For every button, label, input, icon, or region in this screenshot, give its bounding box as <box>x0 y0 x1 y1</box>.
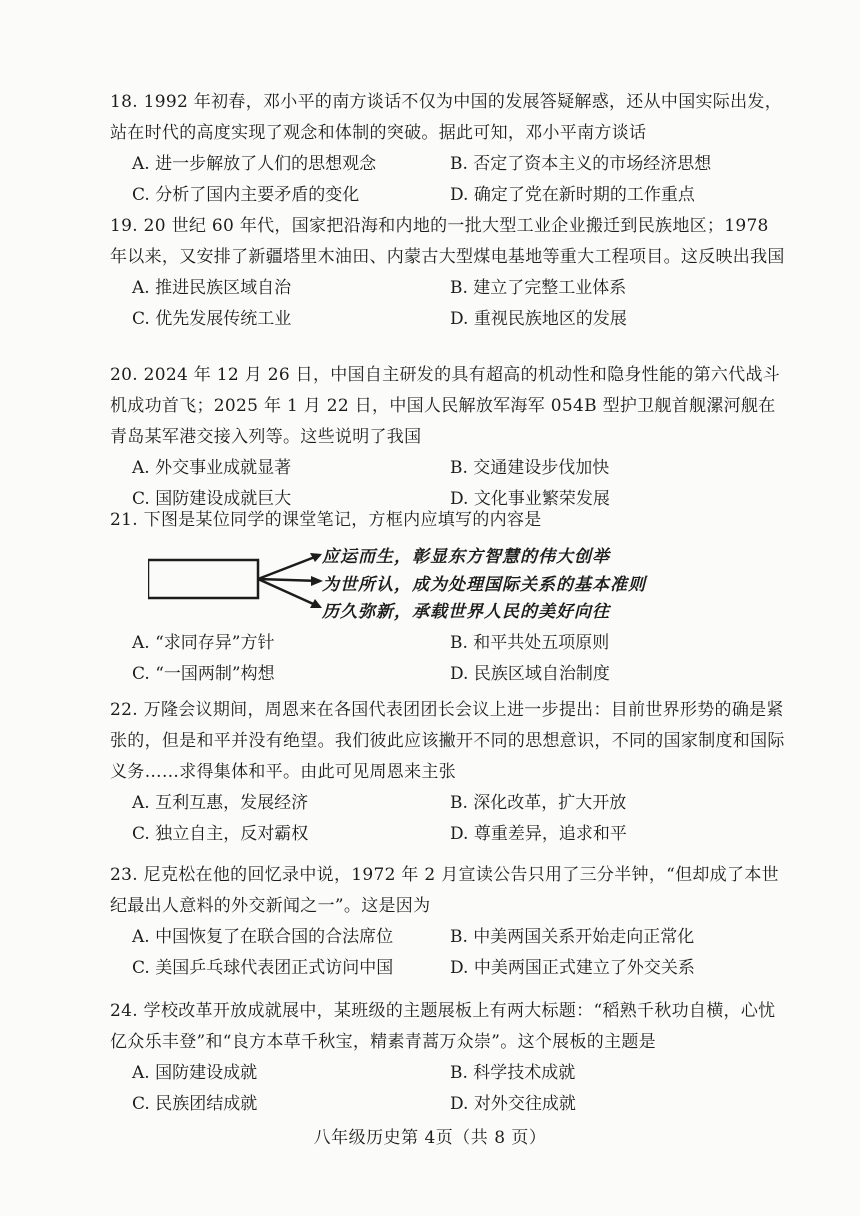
question-24 <box>110 996 790 1120</box>
option-c: C. 美国乒乓球代表团正式访问中国 <box>132 958 394 978</box>
options-row <box>110 1089 790 1120</box>
options-row <box>110 819 790 850</box>
question-stem: 22. 万隆会议期间，周恩来在各国代表团团长会议上进一步提出：目前世界形势的确是紧张的，但是和平并没有绝望。我们彼此应该撇开不同的思想意识，不同的国家制度和国际义务……求得集体和平。由此可见周恩来主张 <box>110 700 785 782</box>
question-stem: 18. 1992 年初春，邓小平的南方谈话不仅为中国的发展答疑解惑，还从中国实际出发，站在时代的高度实现了观念和体制的突破。据此可知，邓小平南方谈话 <box>110 92 783 143</box>
arrow-line-bottom <box>258 579 320 607</box>
question-stem: 23. 尼克松在他的回忆录中说，1972 年 2 月宣读公告只用了三分半钟，“但却成了本世纪最出人意料的外交新闻之一”。这是因为 <box>110 865 779 916</box>
option-a: A. 互利互惠，发展经济 <box>132 793 309 813</box>
option-d: D. 确定了党在新时期的工作重点 <box>450 185 695 205</box>
option-b: B. 深化改革，扩大开放 <box>450 793 627 813</box>
option-a: A. 进一步解放了人们的思想观念 <box>132 154 377 174</box>
option-b: B. 建立了完整工业体系 <box>450 278 627 298</box>
question-stem: 19. 20 世纪 60 年代，国家把沿海和内地的一批大型工业企业搬迁到民族地区；1978 年以来，又安排了新疆塔里木油田、内蒙古大型煤电基地等重大工程项目。这反映出我国 <box>110 216 785 267</box>
option-d: D. 对外交往成就 <box>450 1094 576 1114</box>
option-b: B. 和平共处五项原则 <box>450 633 610 653</box>
page-footer: 八年级历史第 4页（共 8 页） <box>313 1128 547 1148</box>
options-row <box>110 922 790 953</box>
question-18 <box>110 87 790 211</box>
options-row <box>110 788 790 819</box>
note-line-3: 历久弥新，承载世界人民的美好向往 <box>322 602 610 622</box>
options-row <box>110 659 790 690</box>
question-19 <box>110 211 790 335</box>
options-row <box>110 453 790 484</box>
option-a: A. 中国恢复了在联合国的合法席位 <box>132 927 394 947</box>
option-a: A. “求同存异”方针 <box>132 633 275 653</box>
options-row <box>110 1058 790 1089</box>
options-row <box>110 304 790 335</box>
option-b: B. 交通建设步伐加快 <box>450 458 610 478</box>
question-20 <box>110 360 790 515</box>
option-a: A. 推进民族区域自治 <box>132 278 292 298</box>
question-23 <box>110 860 790 984</box>
question-22 <box>110 695 790 850</box>
option-a: A. 外交事业成就显著 <box>132 458 292 478</box>
options-row <box>110 180 790 211</box>
option-b: B. 中美两国关系开始走向正常化 <box>450 927 695 947</box>
option-b: B. 科学技术成就 <box>450 1063 576 1083</box>
option-d: D. 尊重差异，追求和平 <box>450 824 627 844</box>
options-row <box>110 149 790 180</box>
option-b: B. 否定了资本主义的市场经济思想 <box>450 154 712 174</box>
option-c: C. 独立自主，反对霸权 <box>132 824 309 844</box>
question-21 <box>110 505 790 536</box>
question-21-options <box>110 628 790 690</box>
option-a: A. 国防建设成就 <box>132 1063 258 1083</box>
question-stem: 20. 2024 年 12 月 26 日，中国自主研发的具有超高的机动性和隐身性能的第六代战斗机成功首飞；2025 年 1 月 22 日，中国人民解放军海军 054B 型护卫舰首舰漯河舰在青岛某军港交接入列等。这些说明了我国 <box>110 365 781 447</box>
options-row <box>110 953 790 984</box>
arrow-line-top <box>258 555 320 579</box>
question-stem: 24. 学校改革开放成就展中，某班级的主题展板上有两大标题：“稻熟千秋功自横，心忧亿众乐丰登”和“良方本草千秋宝，精素青蒿万众崇”。这个展板的主题是 <box>110 1001 776 1052</box>
option-c: C. 国防建设成就巨大 <box>132 489 292 509</box>
option-c: C. “一国两制”构想 <box>132 664 275 684</box>
note-line-2: 为世所认，成为处理国际关系的基本准则 <box>322 575 646 595</box>
class-notes-figure <box>148 540 708 620</box>
option-d: D. 中美两国正式建立了外交关系 <box>450 958 695 978</box>
option-c: C. 分析了国内主要矛盾的变化 <box>132 185 360 205</box>
option-d: D. 重视民族地区的发展 <box>450 309 627 329</box>
option-d: D. 民族区域自治制度 <box>450 664 610 684</box>
option-d: D. 文化事业繁荣发展 <box>450 489 610 509</box>
answer-box <box>148 560 258 598</box>
option-c: C. 民族团结成就 <box>132 1094 258 1114</box>
options-row <box>110 273 790 304</box>
arrow-line-middle <box>258 579 320 581</box>
note-line-1: 应运而生，彰显东方智慧的伟大创举 <box>322 547 610 567</box>
option-c: C. 优先发展传统工业 <box>132 309 292 329</box>
options-row <box>110 628 790 659</box>
question-stem: 21. 下图是某位同学的课堂笔记，方框内应填写的内容是 <box>110 510 542 530</box>
